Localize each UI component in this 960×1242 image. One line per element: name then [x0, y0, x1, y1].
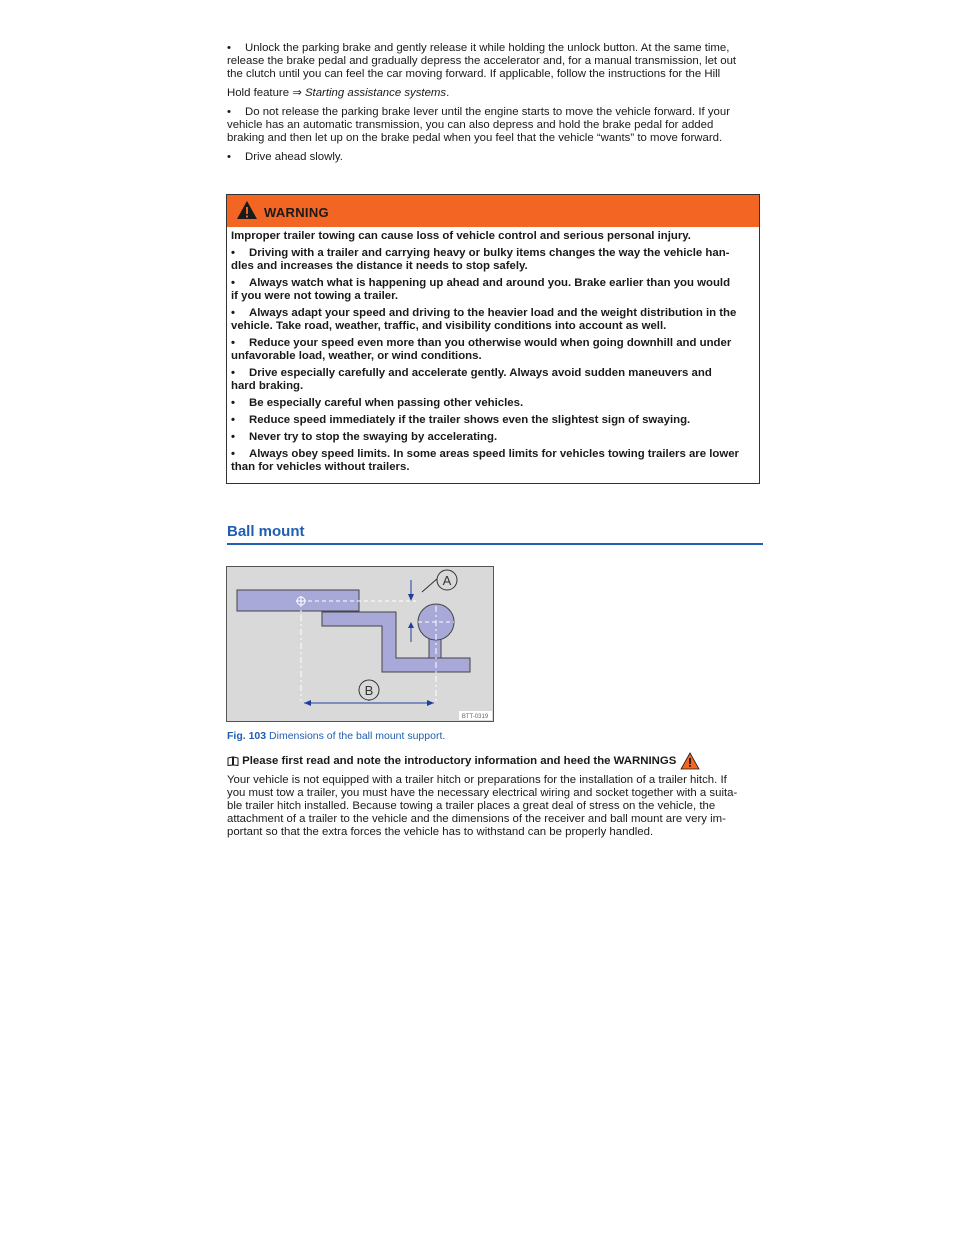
bullet-dot: •: [227, 151, 231, 163]
bullet-unlock-brake: • Unlock the parking brake and gently release it while holding the unlock button. At the same time, release the brake pedal and gradually depress the accelerator and, for a manual transmission, let out the clutch until you can feel the car moving forward. If applicable, follow the instructions for the Hill: [227, 42, 737, 80]
bullet-parking-brake-lever: • Do not release the parking brake lever until the engine starts to move the vehicle forward. If your vehicle has an automatic transmission, you can also depress and hold the brake pedal for added braking and then let up on the brake pedal when you feel that the vehicle “wants” to move forward.: [227, 106, 730, 144]
trailer-hitch-paragraph: Your vehicle is not equipped with a trailer hitch or preparations for the installation of a trailer hitch. If you must tow a trailer, you must have the necessary electrical wiring and socket together with a suita- ble trailer hitch installed. Because towing a trailer places a great deal of stress on the vehicle, the attachment of a trailer to the vehicle and the dimensions of the receiver and ball mount are very im- portant so that the extra forces the vehicle has to withstand can be properly handled.: [227, 774, 738, 838]
warning-triangle-icon: [236, 200, 258, 220]
warning-item: • Reduce your speed even more than you otherwise would when going downhill and under unfavorable load, weather, or wind conditions.: [231, 337, 732, 362]
warning-item: • Reduce speed immediately if the trailer shows even the slightest sign of swaying.: [231, 414, 691, 426]
warning-triangle-icon: [680, 752, 700, 770]
hill-hold-reference: Hold feature ⇒ Starting assistance systems.: [227, 87, 450, 99]
ball-mount-diagram: [226, 566, 494, 722]
bullet-dot: •: [227, 106, 231, 118]
intro-instructions: [227, 42, 763, 170]
warning-lead: Improper trailer towing can cause loss of vehicle control and serious personal injury.: [231, 230, 691, 242]
warning-item: • Driving with a trailer and carrying heavy or bulky items changes the way the vehicle han- dles and increases the distance it needs to stop safely.: [231, 247, 730, 272]
warning-header: [227, 195, 759, 227]
intro-note: Please first read and note the introductory information and heed the WARNINGS: [227, 752, 700, 770]
starting-assistance-link[interactable]: Starting assistance systems: [304, 87, 447, 99]
warning-body: [227, 227, 759, 474]
warning-item: • Never try to stop the swaying by accelerating.: [231, 431, 498, 443]
warning-item: • Drive especially carefully and accelerate gently. Always avoid sudden maneuvers and hard braking.: [231, 367, 712, 392]
warning-title: WARNING: [264, 205, 329, 220]
figure-caption: Fig. 103 Dimensions of the ball mount support.: [227, 730, 446, 742]
warning-item: • Always watch what is happening up ahead and around you. Brake earlier than you would if you were not towing a trailer.: [231, 277, 731, 302]
figure-code: BTT-0319: [461, 714, 489, 720]
bullet-dot: •: [227, 42, 231, 54]
book-icon: [227, 756, 239, 766]
bullet-drive-slowly: • Drive ahead slowly.: [227, 151, 343, 163]
label-b: B: [364, 683, 374, 698]
figure-number: Fig. 103: [227, 730, 267, 742]
label-a: A: [442, 573, 452, 588]
section-heading-ball-mount: Ball mount: [227, 523, 763, 545]
warning-item: • Always adapt your speed and driving to the heavier load and the weight distribution in the vehicle. Take road, weather, traffic, and visibility conditions into account as well.: [231, 307, 737, 332]
warning-box: [226, 194, 760, 484]
warning-item: • Be especially careful when passing other vehicles.: [231, 397, 524, 409]
warning-item: • Always obey speed limits. In some areas speed limits for vehicles towing trailers are lower than for vehicles without trailers.: [231, 448, 739, 473]
ball-mount-figure: [226, 566, 494, 722]
